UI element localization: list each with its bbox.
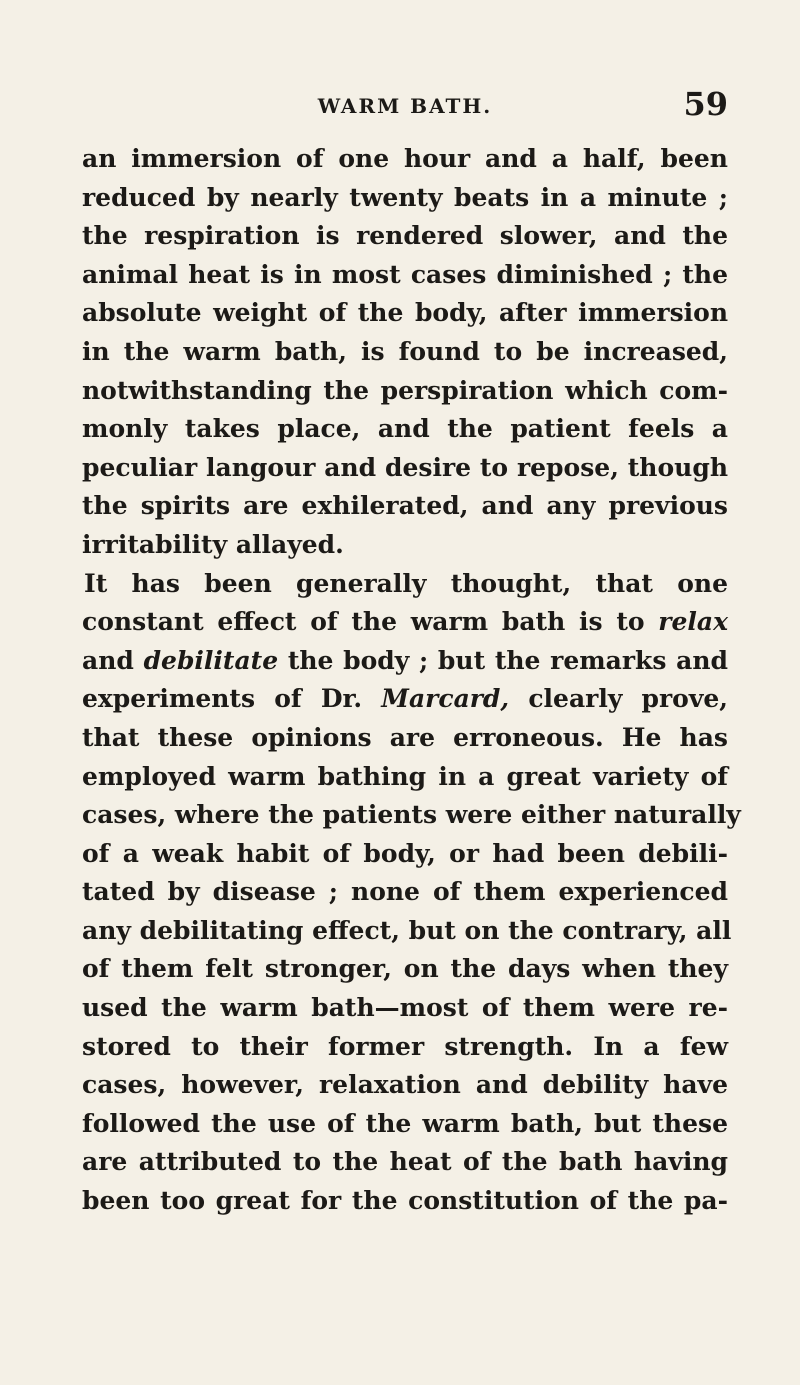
text-fragment: the body ; but the remarks and <box>287 645 728 675</box>
text-line: followed the use of the warm bath, but these <box>82 1108 728 1138</box>
running-title: WARM BATH. <box>317 94 493 118</box>
text-line: peculiar langour and desire to repose, though <box>82 452 728 482</box>
body-text <box>82 140 741 1221</box>
running-head <box>82 85 728 134</box>
text-line: reduced by nearly twenty beats in a minute ; <box>82 182 728 212</box>
text-line: used the warm bath—most of them were re- <box>82 993 728 1023</box>
text-line: an immersion of one hour and a half, been <box>82 144 728 173</box>
text-line: absolute weight of the body, after immersion <box>82 298 728 328</box>
text-line: in the warm bath, is found to be increased, <box>82 336 728 366</box>
text-line: cases, where the patients were either naturally <box>82 800 741 830</box>
text-line: of a weak habit of body, or had been debili- <box>82 838 728 868</box>
text-line: notwithstanding the perspiration which com- <box>82 375 728 405</box>
text-line: It has been generally thought, that one <box>84 568 728 598</box>
text-line: of them felt stronger, on the days when they <box>82 954 728 984</box>
text-line: monly takes place, and the patient feels a <box>82 414 728 444</box>
text-line <box>82 680 728 719</box>
text-line: the spirits are exhilerated, and any previous <box>82 491 728 521</box>
text-line: employed warm bathing in a great variety of <box>82 761 728 791</box>
text-line: are attributed to the heat of the bath having <box>82 1147 728 1177</box>
text-line: been too great for the constitution of the pa- <box>82 1186 728 1216</box>
text-line: cases, however, relaxation and debility have <box>82 1070 728 1100</box>
text-line: stored to their former strength. In a few <box>82 1031 728 1061</box>
text-line: animal heat is in most cases diminished ; the <box>82 259 728 289</box>
text-fragment: and <box>82 645 134 675</box>
text-fragment: experiments of Dr. <box>82 684 363 714</box>
text-line: tated by disease ; none of them experienced <box>82 877 728 907</box>
text-line: that these opinions are erroneous. He has <box>82 722 728 752</box>
text-line: any debilitating effect, but on the contrary, all <box>82 915 732 945</box>
italic-word: relax <box>658 607 728 637</box>
text-line <box>82 642 728 681</box>
text-fragment: clearly prove, <box>528 684 728 714</box>
text-line: the respiration is rendered slower, and the <box>82 221 728 251</box>
italic-word: Marcard, <box>381 684 510 714</box>
text-line <box>82 603 728 642</box>
italic-word: debilitate <box>143 645 279 675</box>
page-number: 59 <box>683 85 728 123</box>
text-line: irritability allayed. <box>82 529 344 559</box>
text-fragment: constant effect of the warm bath is to <box>82 607 645 637</box>
